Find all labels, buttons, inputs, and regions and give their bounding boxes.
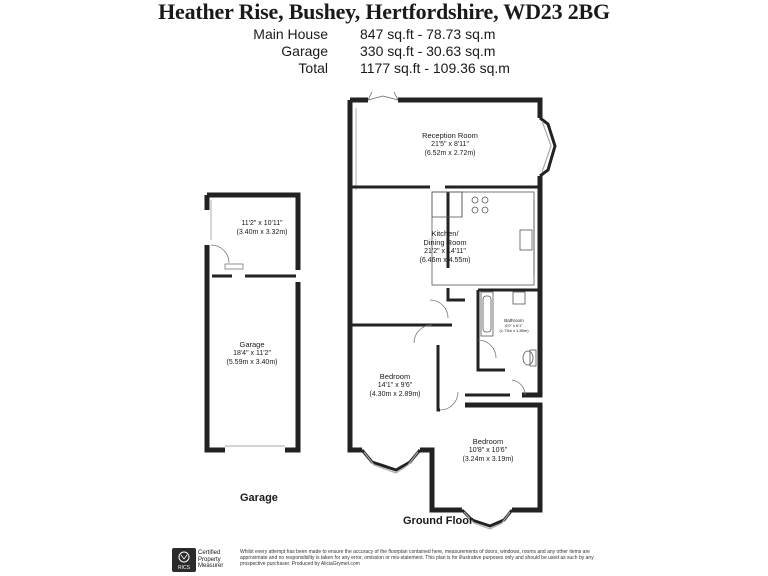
room-dimensions-imperial: 18'4" x 11'2" — [233, 350, 271, 357]
area-label: Garage — [281, 43, 328, 59]
page-title: Heather Rise, Bushey, Hertfordshire, WD23 2BG — [158, 0, 610, 24]
room-garage-rear — [222, 219, 302, 237]
room-dimensions-metric: (6.52m x 2.72m) — [424, 150, 476, 157]
room-name: Bathroom — [504, 318, 524, 323]
area-label: Total — [298, 60, 328, 76]
room-dimensions-imperial: 21'2" x 14'11" — [424, 248, 466, 255]
room-name: Kitchen/ — [431, 229, 459, 238]
cert-line: Certified — [198, 550, 221, 556]
area-value: 847 sq.ft - 78.73 sq.m — [360, 26, 496, 42]
room-bathroom — [492, 318, 536, 333]
room-bedroom-1 — [355, 372, 435, 399]
room-dimensions-metric: (4.30m x 2.89m) — [369, 391, 421, 398]
room-bedroom-2 — [448, 437, 528, 464]
cert-line: Measurer — [198, 563, 224, 569]
room-name: Bedroom — [472, 437, 504, 446]
rics-logo-text: RICS — [178, 565, 190, 571]
room-name: Bedroom — [379, 372, 411, 381]
room-dimensions-imperial: 6'0" x 6'1" — [505, 323, 523, 328]
room-dimensions-metric: (3.24m x 3.19m) — [462, 456, 514, 463]
floor-label-garage: Garage — [240, 492, 278, 504]
disclaimer-text: Whilst every attempt has been made to ensure the accuracy of the floorplan contained here, measurements of doors, windows, rooms and any other items are approximate and no responsibility is taken for any error, omission or mis-statement. This plan is for illustrative purposes only and should be used as such by any prospective purchaser. Produced by AliciaGrymel.com — [240, 549, 594, 568]
area-label: Main House — [253, 26, 328, 42]
garden-doors — [368, 92, 398, 100]
cert-line: Property — [198, 556, 221, 563]
room-dimensions-metric: (5.59m x 3.40m) — [226, 359, 278, 366]
area-value: 330 sq.ft - 30.63 sq.m — [360, 43, 496, 59]
room-reception — [400, 131, 500, 158]
room-dimensions-metric: (1.73m x 1.85m) — [499, 328, 529, 333]
bay-window-reception — [540, 118, 555, 176]
room-dimensions-imperial: 14'1" x 9'6" — [377, 382, 413, 389]
room-dimensions-imperial: 11'2" x 10'11" — [241, 220, 283, 227]
area-value: 1177 sq.ft - 109.36 sq.m — [360, 60, 510, 76]
room-dimensions-metric: (3.40m x 3.32m) — [236, 229, 288, 236]
rics-logo-icon — [172, 548, 196, 572]
room-dimensions-imperial: 21'5" x 8'11" — [431, 141, 469, 148]
room-dimensions-imperial: 10'8" x 10'6" — [468, 447, 508, 454]
room-name: Garage — [239, 340, 265, 349]
room-garage — [212, 340, 292, 367]
room-dimensions-metric: (6.46m x 4.55m) — [419, 257, 471, 264]
floor-label-ground: Ground Floor — [403, 515, 474, 527]
room-kitchen-dining — [400, 229, 490, 265]
room-name-line2: Dining Room — [423, 238, 467, 247]
certification-label — [198, 550, 234, 570]
room-name: Reception Room — [422, 131, 478, 140]
